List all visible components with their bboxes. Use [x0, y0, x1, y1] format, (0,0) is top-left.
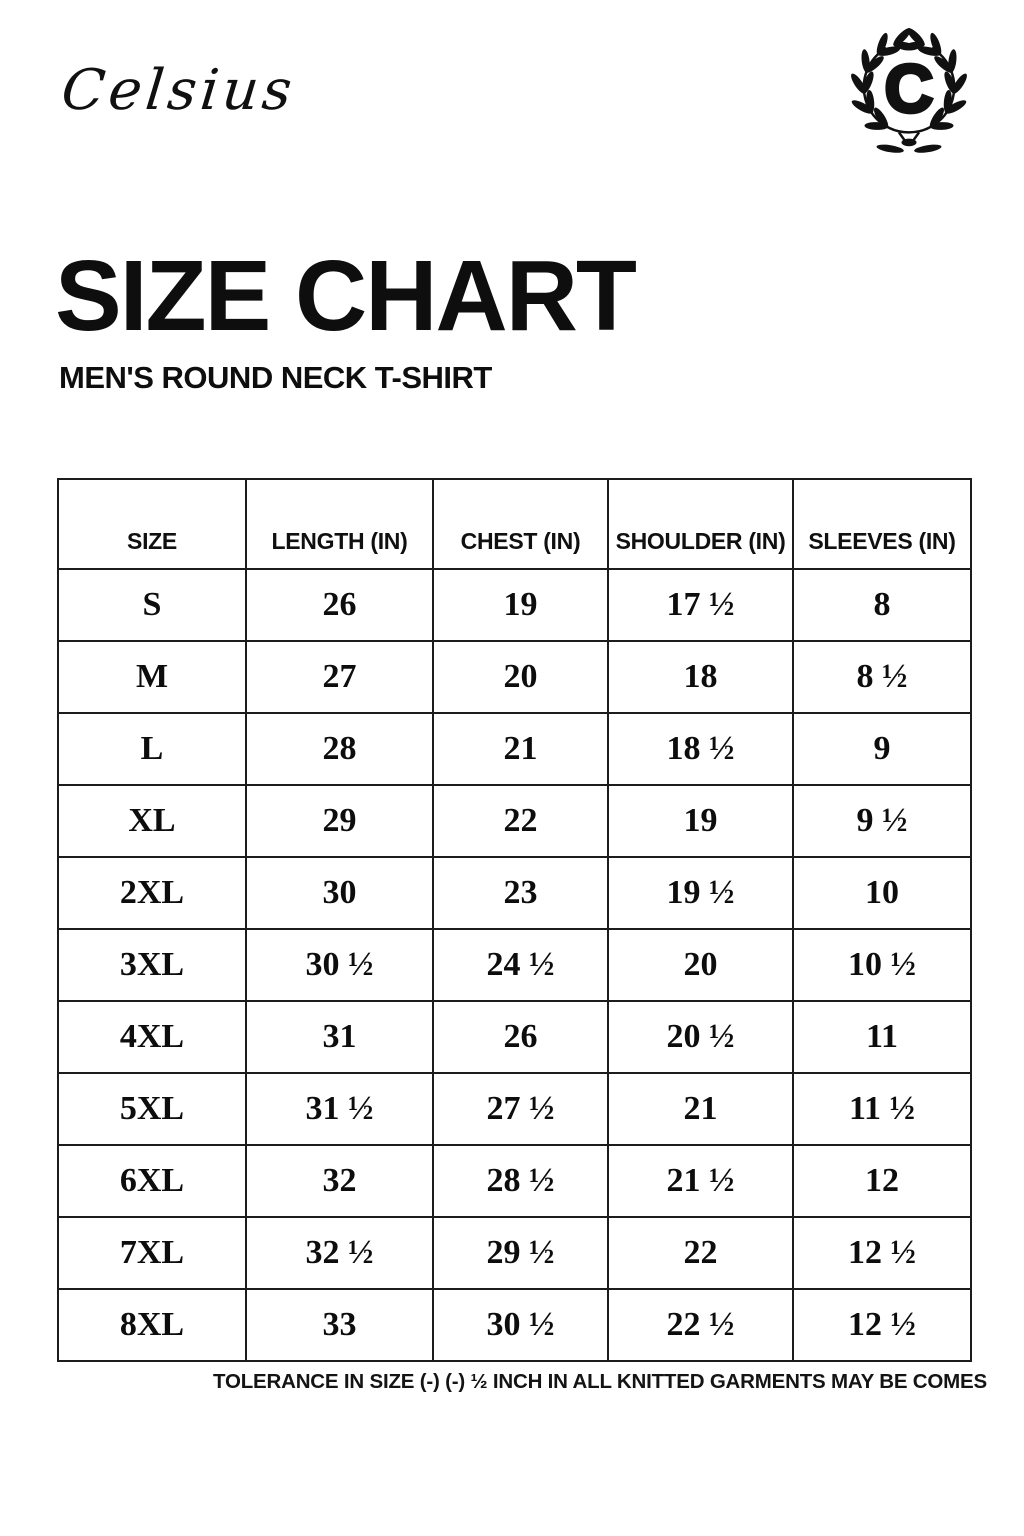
size-cell: 6XL	[58, 1145, 246, 1217]
table-row	[58, 857, 971, 929]
measurement-cell: 27	[246, 641, 433, 713]
measurement-cell: 9	[793, 713, 971, 785]
measurement-cell: 30	[246, 857, 433, 929]
size-cell: 5XL	[58, 1073, 246, 1145]
measurement-cell: 21 ½	[608, 1145, 793, 1217]
measurement-cell: 17 ½	[608, 569, 793, 641]
column-header-chest: CHEST (IN)	[433, 479, 608, 569]
measurement-cell: 28	[246, 713, 433, 785]
table-row	[58, 1289, 971, 1361]
measurement-cell: 21	[433, 713, 608, 785]
measurement-cell: 18 ½	[608, 713, 793, 785]
measurement-cell: 11	[793, 1001, 971, 1073]
measurement-cell: 20 ½	[608, 1001, 793, 1073]
measurement-cell: 30 ½	[433, 1289, 608, 1361]
tolerance-footnote: TOLERANCE IN SIZE (-) (-) ½ INCH IN ALL KNITTED GARMENTS MAY BE COMES	[213, 1370, 987, 1393]
size-table	[57, 478, 972, 1362]
measurement-cell: 19 ½	[608, 857, 793, 929]
measurement-cell: 28 ½	[433, 1145, 608, 1217]
measurement-cell: 10 ½	[793, 929, 971, 1001]
measurement-cell: 8 ½	[793, 641, 971, 713]
measurement-cell: 27 ½	[433, 1073, 608, 1145]
brand-wordmark: Celsius	[58, 58, 299, 123]
size-cell: 3XL	[58, 929, 246, 1001]
table-row	[58, 1217, 971, 1289]
monogram-letter: C	[884, 52, 934, 128]
size-cell: 8XL	[58, 1289, 246, 1361]
table-row	[58, 713, 971, 785]
size-cell: 4XL	[58, 1001, 246, 1073]
table-row	[58, 641, 971, 713]
measurement-cell: 12 ½	[793, 1289, 971, 1361]
measurement-cell: 29 ½	[433, 1217, 608, 1289]
column-header-length: LENGTH (IN)	[246, 479, 433, 569]
size-cell: 2XL	[58, 857, 246, 929]
measurement-cell: 31 ½	[246, 1073, 433, 1145]
column-header-sleeves: SLEEVES (IN)	[793, 479, 971, 569]
measurement-cell: 12	[793, 1145, 971, 1217]
measurement-cell: 21	[608, 1073, 793, 1145]
measurement-cell: 23	[433, 857, 608, 929]
measurement-cell: 12 ½	[793, 1217, 971, 1289]
measurement-cell: 32 ½	[246, 1217, 433, 1289]
table-row	[58, 1145, 971, 1217]
column-header-shoulder: SHOULDER (IN)	[608, 479, 793, 569]
table-row	[58, 1001, 971, 1073]
size-cell: M	[58, 641, 246, 713]
measurement-cell: 26	[433, 1001, 608, 1073]
column-header-size: SIZE	[58, 479, 246, 569]
measurement-cell: 19	[608, 785, 793, 857]
measurement-cell: 22	[433, 785, 608, 857]
size-table-header	[58, 479, 971, 569]
measurement-cell: 20	[608, 929, 793, 1001]
measurement-cell: 29	[246, 785, 433, 857]
measurement-cell: 30 ½	[246, 929, 433, 1001]
size-cell: XL	[58, 785, 246, 857]
table-row	[58, 929, 971, 1001]
measurement-cell: 32	[246, 1145, 433, 1217]
table-row	[58, 1073, 971, 1145]
laurel-wreath-logo	[833, 22, 985, 160]
measurement-cell: 31	[246, 1001, 433, 1073]
size-table-body	[58, 569, 971, 1361]
measurement-cell: 22	[608, 1217, 793, 1289]
measurement-cell: 10	[793, 857, 971, 929]
measurement-cell: 11 ½	[793, 1073, 971, 1145]
table-row	[58, 569, 971, 641]
size-cell: L	[58, 713, 246, 785]
measurement-cell: 24 ½	[433, 929, 608, 1001]
page-subtitle: MEN'S ROUND NECK T-SHIRT	[59, 360, 492, 395]
measurement-cell: 33	[246, 1289, 433, 1361]
table-row	[58, 785, 971, 857]
size-cell: S	[58, 569, 246, 641]
measurement-cell: 8	[793, 569, 971, 641]
measurement-cell: 20	[433, 641, 608, 713]
size-cell: 7XL	[58, 1217, 246, 1289]
header-row	[58, 479, 971, 569]
measurement-cell: 26	[246, 569, 433, 641]
measurement-cell: 19	[433, 569, 608, 641]
page-title: SIZE CHART	[55, 240, 635, 352]
measurement-cell: 18	[608, 641, 793, 713]
measurement-cell: 9 ½	[793, 785, 971, 857]
measurement-cell: 22 ½	[608, 1289, 793, 1361]
